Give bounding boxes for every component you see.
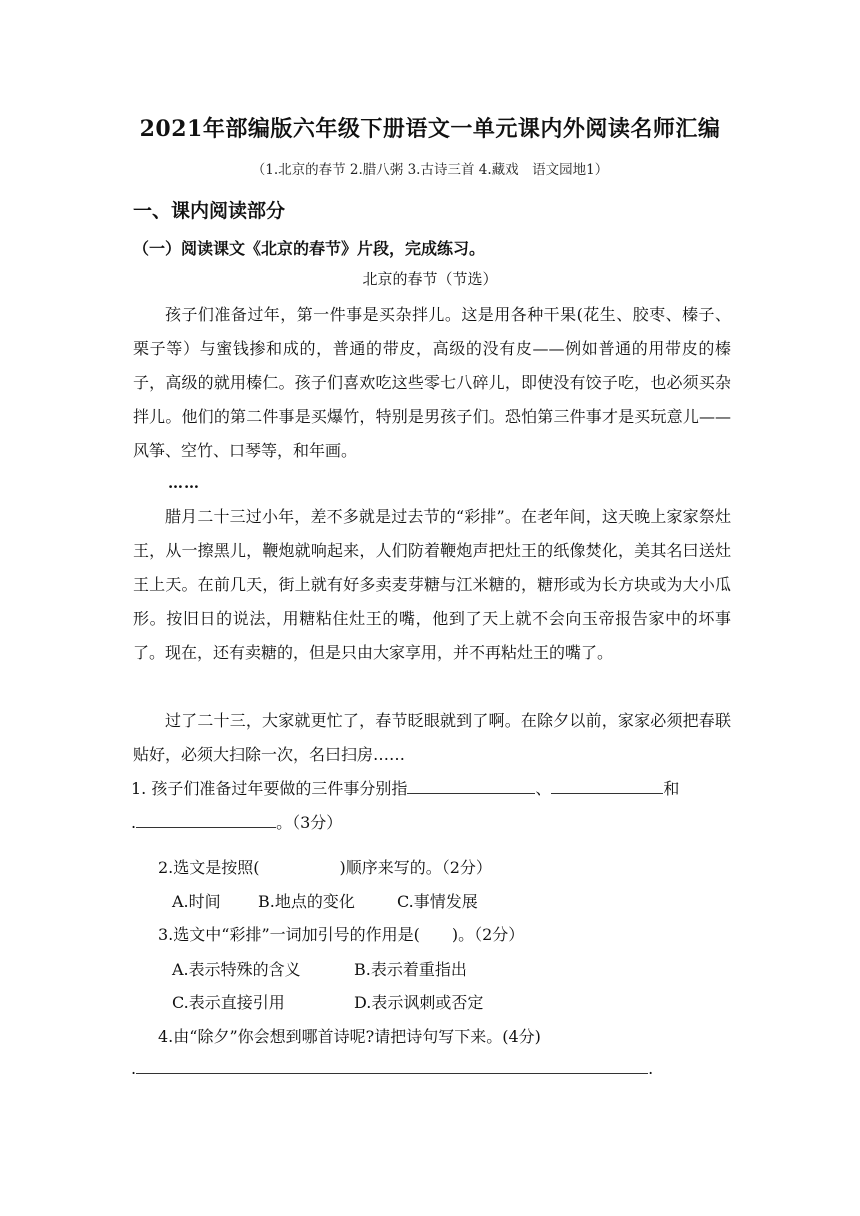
question-4-answer-line — [131, 1059, 653, 1078]
section-heading: 一、课内阅读部分 — [133, 200, 286, 222]
question-1-text: 1. 孩子们准备过年要做的三件事分别指 — [131, 779, 408, 798]
question-1-tail: 。（3分） — [276, 813, 343, 832]
question-2: 2.选文是按照( )顺序来写的。（2分） — [158, 858, 492, 877]
question-1 — [131, 776, 679, 799]
q3-option-d[interactable]: D.表示讽刺或否定 — [354, 993, 484, 1012]
q2-option-a[interactable]: A.时间 — [172, 892, 221, 911]
question-3-options-row-2 — [172, 990, 483, 1013]
answer-blank-1a[interactable] — [407, 779, 535, 794]
document-title: 2021年部编版六年级下册语文一单元课内外阅读名师汇编 — [139, 116, 721, 142]
question-3-options-row-1 — [172, 957, 467, 980]
question-3: 3.选文中“彩排”一词加引号的作用是( )。（2分） — [158, 925, 525, 944]
passage-ellipsis: …… — [168, 474, 200, 492]
answer-blank-1c[interactable] — [136, 813, 276, 828]
question-1-and: 和 — [663, 779, 680, 798]
answer-blank-4[interactable] — [136, 1059, 648, 1074]
passage-paragraph-2: 腊月二十三过小年，差不多就是过去节的“彩排”。在老年间，这天晚上家家祭灶王，从一擦黑儿，鞭炮就响起来，人们防着鞭炮声把灶王的纸像焚化，美其名曰送灶王上天。在前几天，街上就有好多卖麦芽糖与江米糖的，糖形或为长方块或为大小瓜形。按旧日的说法，用糖粘住灶王的嘴，他到了天上就不会向玉帝报告家中的坏事了。现在，还有卖糖的，但是只由大家享用，并不再粘灶王的嘴了。 — [133, 507, 731, 662]
q2-option-c[interactable]: C.事情发展 — [397, 892, 478, 911]
passage-title: 北京的春节（节选） — [362, 270, 498, 288]
passage-paragraph-3: 过了二十三，大家就更忙了，春节眨眼就到了啊。在除夕以前，家家必须把春联贴好，必须大扫除一次，名曰扫房…… — [133, 711, 731, 764]
subsection-heading: （一）阅读课文《北京的春节》片段，完成练习。 — [133, 239, 486, 258]
passage-paragraph-1: 孩子们准备过年，第一件事是买杂拌儿。这是用各种干果(花生、胶枣、榛子、栗子等）与蜜钱掺和成的，普通的带皮，高级的没有皮——例如普通的用带皮的榛子，高级的就用榛仁。孩子们喜欢吃这些零七八碎儿，即使没有饺子吃，也必须买杂拌儿。他们的第二件事是买爆竹，特别是男孩子们。恐怕第三件事才是买玩意儿——风筝、空竹、口琴等，和年画。 — [133, 305, 731, 460]
question-4-end-dot: . — [648, 1059, 654, 1078]
q3-option-a[interactable]: A.表示特殊的含义 — [172, 960, 301, 979]
q3-option-c[interactable]: C.表示直接引用 — [172, 993, 285, 1012]
question-1-continued — [131, 810, 342, 833]
document-subtitle: （1.北京的春节 2.腊八粥 3.古诗三首 4.藏戏 语文园地1） — [251, 162, 609, 178]
question-4-lead-dot: . — [131, 1059, 137, 1078]
question-1-separator: 、 — [535, 779, 552, 798]
answer-blank-1b[interactable] — [551, 779, 663, 794]
question-2-options — [172, 889, 478, 912]
q3-option-b[interactable]: B.表示着重指出 — [354, 960, 467, 979]
question-4: 4.由“除夕”你会想到哪首诗呢?请把诗句写下来。(4分) — [158, 1027, 541, 1046]
question-1-lead-dot: . — [131, 813, 137, 832]
q2-option-b[interactable]: B.地点的变化 — [258, 892, 355, 911]
